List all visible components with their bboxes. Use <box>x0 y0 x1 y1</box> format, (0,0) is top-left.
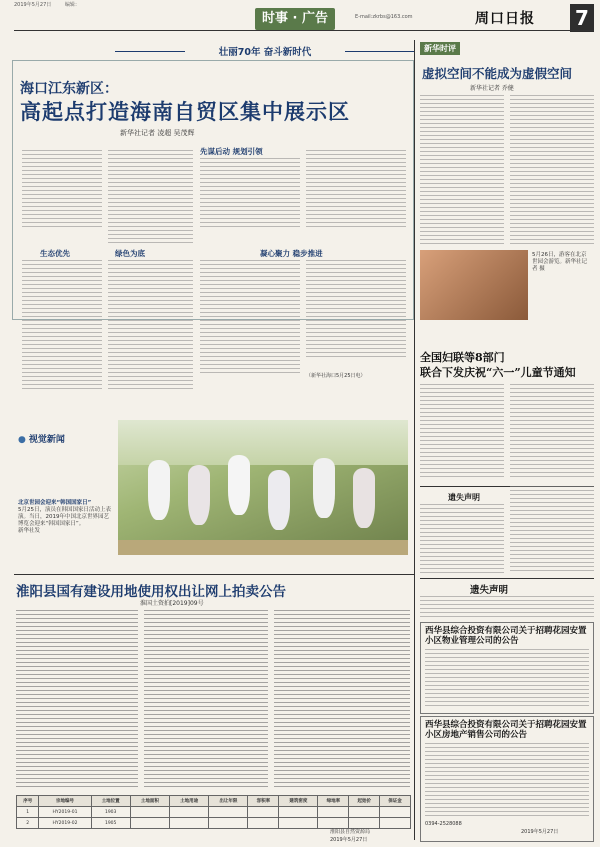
land-notice-column-3 <box>274 610 410 790</box>
land-table-header: 土地用途 <box>170 796 209 807</box>
lead-byline: 新华社记者 凌超 吴茂辉 <box>120 129 195 137</box>
series-banner: 壮丽70年 奋斗新时代 <box>115 44 415 60</box>
table-row <box>17 807 411 818</box>
table-cell <box>209 818 248 829</box>
land-notice-subtitle: 淮国土资拍[2019]09号 <box>140 600 204 607</box>
recruitment-ad-2-body <box>425 743 589 817</box>
womens-federation-headline <box>420 350 600 380</box>
land-table-header: 建筑密度 <box>279 796 318 807</box>
land-table-header: 保证金 <box>380 796 411 807</box>
commentary-column-2 <box>510 95 594 245</box>
section-divider <box>14 574 414 575</box>
lead-column-3 <box>306 150 406 228</box>
table-cell <box>248 807 279 818</box>
side-photo-caption: 5月26日，游客在北京世园会游览。新华社记者 摄 <box>532 252 588 272</box>
table-cell <box>130 818 169 829</box>
header-email: E-mail:zkrbs@163.com <box>355 14 413 20</box>
photo-caption-body: 5月25日，演员在韩国国家日活动上表演。当日，2019年中国北京世界园艺博览会迎来“韩国国家日”。 <box>18 507 111 527</box>
table-cell <box>170 818 209 829</box>
land-table-header: 宗地编号 <box>39 796 91 807</box>
lead-column-4 <box>22 260 102 390</box>
land-table-header: 出让年限 <box>209 796 248 807</box>
table-cell <box>209 807 248 818</box>
land-notice-title: 淮阳县国有建设用地使用权出让网上拍卖公告 <box>16 584 286 600</box>
news-photo <box>118 420 408 555</box>
land-notice-column-2 <box>144 610 268 790</box>
commentary-title: 虚拟空间不能成为虚假空间 <box>422 66 573 81</box>
table-cell <box>318 807 349 818</box>
newspaper-logo: 周口日报 <box>475 11 535 27</box>
recruitment-ad-2-title: 西华县综合投资有限公司关于招聘花园安置小区房地产销售公司的公告 <box>425 720 587 740</box>
recruitment-ad-1 <box>420 622 594 714</box>
commentary-column-1 <box>420 95 504 245</box>
lead-sub-heading-4: 凝心聚力 稳步推进 <box>260 249 323 258</box>
visual-news-label: ● 视觉新闻 <box>18 432 65 445</box>
table-cell <box>380 818 411 829</box>
table-cell <box>248 818 279 829</box>
dancer-figure <box>148 460 170 520</box>
header-date: 2019年5月27日 <box>14 2 52 8</box>
table-cell <box>318 818 349 829</box>
womens-federation-column-2 <box>510 384 594 480</box>
lead-source: （新华社海口5月25日电） <box>306 373 366 379</box>
land-table-header: 序号 <box>17 796 39 807</box>
lead-column-1 <box>108 150 193 245</box>
lead-sub-heading-1: 生态优先 <box>40 249 70 258</box>
table-cell: 1903 <box>91 807 130 818</box>
land-table-header: 土地位置 <box>91 796 130 807</box>
land-table <box>16 795 411 829</box>
header-rule <box>14 30 594 31</box>
table-cell: HY2019-02 <box>39 818 91 829</box>
section-divider <box>420 578 594 579</box>
column-divider <box>414 40 415 840</box>
table-cell <box>380 807 411 818</box>
lead-column-7 <box>306 260 406 360</box>
land-table-header: 绿地率 <box>318 796 349 807</box>
land-table-header: 土地面积 <box>130 796 169 807</box>
recruitment-ad-2-phone: 0394-2528088 <box>425 821 462 827</box>
loss-notice-text-2 <box>420 596 594 618</box>
loss-notice-text <box>420 504 504 574</box>
loss-notice-text-right <box>510 486 594 574</box>
lead-sub-heading-2: 绿色为底 <box>115 249 145 258</box>
table-cell: HY2019-01 <box>39 807 91 818</box>
section-title: 时事 · 广告 <box>255 8 335 30</box>
side-photo <box>420 250 528 320</box>
table-row <box>17 818 411 829</box>
commentary-tag: 新华时评 <box>420 42 460 55</box>
lead-headline: 高起点打造海南自贸区集中展示区 <box>20 99 350 124</box>
dancer-figure <box>268 470 290 530</box>
lead-sub-heading-3: 先谋后动 规划引领 <box>200 147 263 156</box>
lead-column-6 <box>200 260 300 375</box>
land-notice-issuer: 淮阳县自然资源局 <box>330 829 371 835</box>
recruitment-ad-2-date: 2019年5月27日 <box>521 829 559 835</box>
loss-notice-title-2: 遗失声明 <box>470 585 509 596</box>
table-cell <box>279 807 318 818</box>
lead-intro-text <box>22 150 102 230</box>
header-editor: 编辑： <box>64 2 80 8</box>
womens-federation-headline-line1: 全国妇联等8部门 <box>420 351 505 364</box>
dancer-figure <box>313 458 335 518</box>
recruitment-ad-1-body <box>425 649 589 709</box>
land-table-header: 起始价 <box>349 796 380 807</box>
table-cell <box>279 818 318 829</box>
dancer-figure <box>228 455 250 515</box>
commentary-byline: 新华社记者 乔健 <box>470 85 514 92</box>
dancer-figure <box>188 465 210 525</box>
photo-caption <box>18 500 114 550</box>
land-table-header-row <box>17 796 411 807</box>
womens-federation-headline-line2: 联合下发庆祝“六一”儿童节通知 <box>420 366 576 379</box>
loss-notice-title: 遗失声明 <box>448 492 480 502</box>
recruitment-ad-1-title: 西华县综合投资有限公司关于招聘花园安置小区物业管理公司的公告 <box>425 626 587 646</box>
table-cell <box>170 807 209 818</box>
photo-ground <box>118 540 408 555</box>
table-cell <box>349 818 380 829</box>
header-topbar <box>14 1 434 10</box>
page-header <box>0 0 600 40</box>
table-cell: 1905 <box>91 818 130 829</box>
land-notice-date: 2019年5月27日 <box>330 837 368 843</box>
recruitment-ad-2 <box>420 716 594 842</box>
dancer-figure <box>353 468 375 528</box>
lead-kicker: 海口江东新区： <box>20 81 118 97</box>
lead-column-2 <box>200 158 300 228</box>
land-table-header: 容积率 <box>248 796 279 807</box>
page-number: 7 <box>570 4 594 32</box>
table-cell: 1 <box>17 807 39 818</box>
table-cell: 2 <box>17 818 39 829</box>
womens-federation-column-1 <box>420 384 504 480</box>
lead-column-5 <box>108 260 193 390</box>
land-notice-column-1 <box>16 610 138 790</box>
table-cell <box>130 807 169 818</box>
photo-caption-credit: 新华社发 <box>18 528 41 534</box>
photo-sky <box>118 420 408 465</box>
photo-caption-title: 北京世园会迎来“韩国国家日” <box>18 500 92 506</box>
table-cell <box>349 807 380 818</box>
